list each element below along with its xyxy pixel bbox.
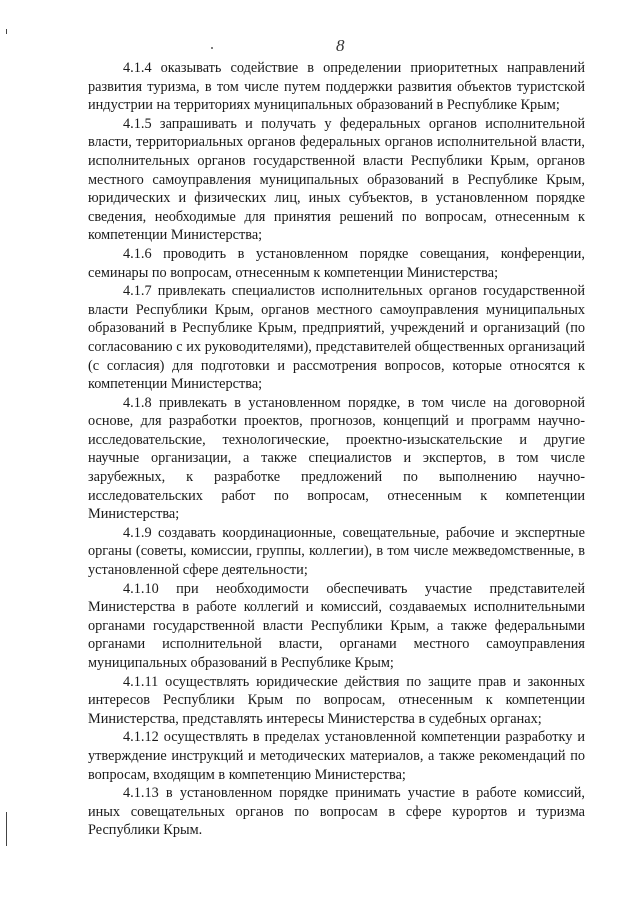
clause-4-1-9: 4.1.9 создавать координационные, совещательные, рабочие и экспертные органы (советы, комиссии, группы, коллегии), в том числе межведомственные, в установленной сфере деятельности; bbox=[88, 524, 585, 579]
scan-artifact-dot bbox=[211, 47, 213, 49]
clause-4-1-12: 4.1.12 осуществлять в пределах установленной компетенции разработку и утверждение инструкций и методических материалов, а также рекомендаций по вопросам, входящим в компетенцию Министерства; bbox=[88, 729, 585, 783]
page-number: 8 bbox=[336, 36, 345, 55]
scan-artifact-mark bbox=[6, 812, 7, 846]
document-body bbox=[88, 59, 585, 840]
scan-artifact-mark bbox=[6, 29, 7, 34]
clause-4-1-4: 4.1.4 оказывать содействие в определении приоритетных направлений развития туризма, в том числе путем поддержки развития объектов туристской индустрии на территориях муниципальных образований в Республике Крым; bbox=[88, 60, 585, 114]
clause-4-1-7: 4.1.7 привлекать специалистов исполнительных органов государственной власти Республики Крым, органов местного самоуправления муниципальных образований в Республике Крым, предприятий, учреждений и организаций (по согласованию с их руководителями), представителей общественных организаций (с согласия) для подготовки и рассмотрения вопросов, которые относятся к компетенции Министерства; bbox=[88, 283, 585, 393]
clause-4-1-13: 4.1.13 в установленном порядке принимать участие в работе комиссий, иных совещательных органов по вопросам в сфере курортов и туризма Республики Крым. bbox=[88, 785, 585, 839]
clause-4-1-8: 4.1.8 привлекать в установленном порядке, в том числе на договорной основе, для разработки проектов, прогнозов, концепций и программ научно-исследовательские, технологические, проектно-изыскательские и другие научные организации, а также специалистов и экспертов, в том числе зарубежных, к разработке предложений по выполнению научно-исследовательских работ по вопросам, отнесенным к компетенции Министерства; bbox=[88, 394, 585, 523]
clause-4-1-11: 4.1.11 осуществлять юридические действия по защите прав и законных интересов Республики Крым по вопросам, отнесенным к компетенции Министерства, представлять интересы Министерства в судебных органах; bbox=[88, 673, 585, 727]
clause-4-1-10: 4.1.10 при необходимости обеспечивать участие представителей Министерства в работе коллегий и комиссий, создаваемых исполнительными органами государственной власти Республики Крым, а также федеральными органами исполнительной власти, органами местного самоуправления муниципальных образований в Республике Крым; bbox=[88, 580, 585, 671]
clause-4-1-5: 4.1.5 запрашивать и получать у федеральных органов исполнительной власти, территориальных органов федеральных органов исполнительной власти, исполнительных органов государственной власти Республики Крым, органов местного самоуправления муниципальных образований в Республике Крым, юридических и физических лиц, иных субъектов, в установленном порядке сведения, необходимые для принятия решений по вопросам, отнесенным к компетенции Министерства; bbox=[88, 115, 585, 244]
clause-4-1-6: 4.1.6 проводить в установленном порядке совещания, конференции, семинары по вопросам, отнесенным к компетенции Министерства; bbox=[88, 245, 585, 281]
